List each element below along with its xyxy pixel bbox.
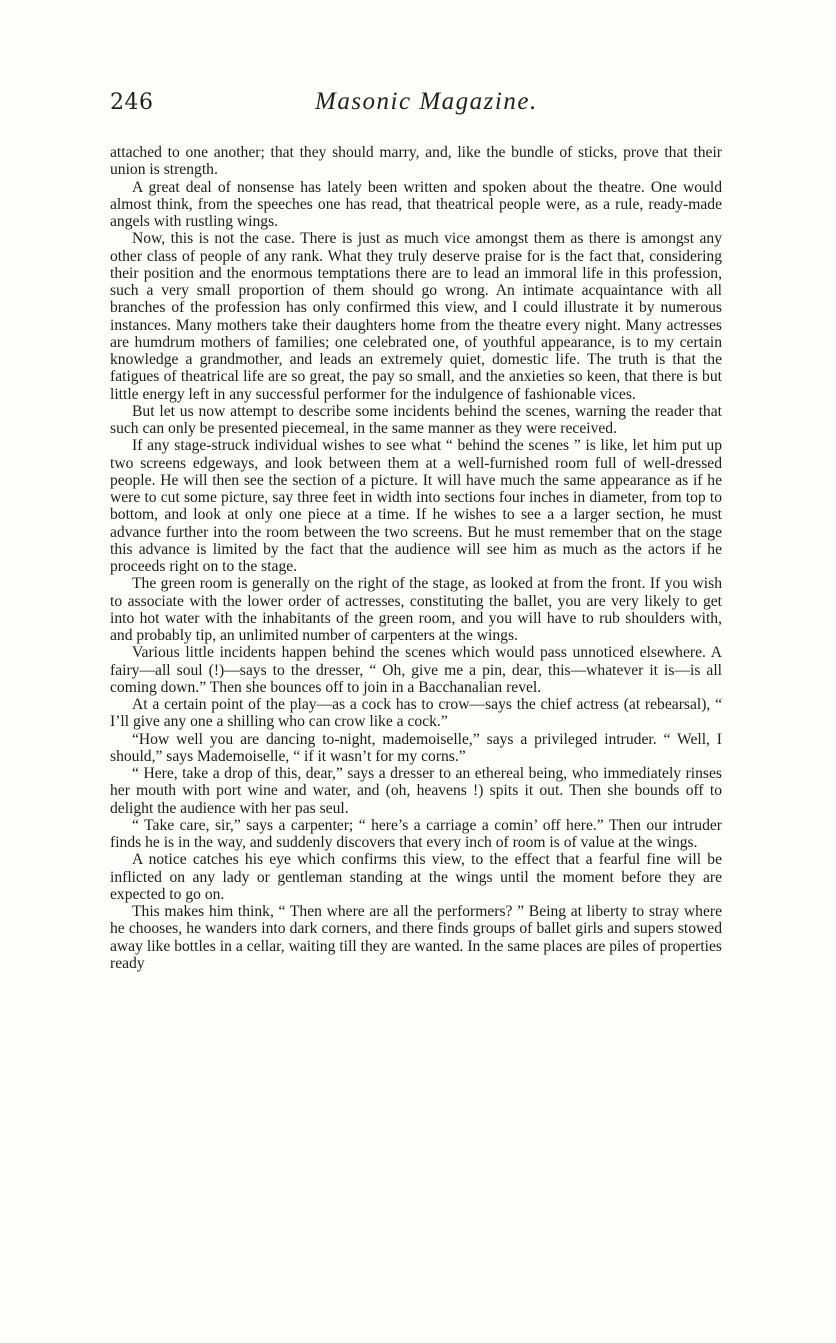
paragraph: A great deal of nonsense has lately been written and spoken about the theatre. One would almost think, from the speeches one has read, that theatrical people were, as a rule, ready-made angels with rustling wings. bbox=[110, 178, 722, 230]
paragraph-continuation: attached to one another; that they should marry, and, like the bundle of sticks, prove that their union is strength. bbox=[110, 144, 722, 179]
paragraph: Now, this is not the case. There is just as much vice amongst them as there is amongst any other class of people of any rank. What they truly deserve praise for is the fact that, considering their position and the enormous temptations there are to lead an immoral life in this profession, such a very small proportion of them should go wrong. An intimate acquaintance with all branches of the profession has only confirmed this view, and I could illustrate it by numerous instances. Many mothers take their daughters home from the theatre every night. Many actresses are humdrum mothers of families; one celebrated one, of youthful appearance, is to my certain knowledge a grandmother, and leads an extremely quiet, domestic life. The truth is that the fatigues of theatrical life are so great, the pay so small, and the anxieties so keen, that there is but little energy left in any successful performer for the indulgence of fashionable vices. bbox=[110, 230, 722, 403]
page-number: 246 bbox=[110, 90, 154, 115]
paragraph: “How well you are dancing to-night, mademoiselle,” says a privileged intruder. “ Well, I should,” says Mademoiselle, “ if it wasn’t for my corns.” bbox=[110, 730, 722, 765]
paragraph: “ Here, take a drop of this, dear,” says a dresser to an ethereal being, who immediately rinses her mouth with port wine and water, and (oh, heavens !) spits it out. Then she bounds off to delight the audience with her pas seul. bbox=[110, 765, 722, 817]
paragraph: This makes him think, “ Then where are all the performers? ” Being at liberty to stray where he chooses, he wanders into dark corners, and there finds groups of ballet girls and supers stowed away like bottles in a cellar, waiting till they are wanted. In the same places are piles of properties ready bbox=[110, 903, 722, 972]
paragraph: At a certain point of the play—as a cock has to crow—says the chief actress (at rebearsal), “ I’ll give any one a shilling who can crow like a cock.” bbox=[110, 696, 722, 731]
page-header bbox=[110, 88, 730, 124]
paragraph: “ Take care, sir,” says a carpenter; “ here’s a carriage a comin’ off here.” Then our intruder finds he is in the way, and suddenly discovers that every inch of room is of value at the wings. bbox=[110, 816, 722, 851]
paragraph: The green room is generally on the right of the stage, as looked at from the front. If you wish to associate with the lower order of actresses, constituting the ballet, you are very likely to get into hot water with the inhabitants of the green room, and you will have to rub shoulders with, and probably tip, an unlimited number of carpenters at the wings. bbox=[110, 575, 722, 644]
paragraph: A notice catches his eye which confirms this view, to the effect that a fearful fine will be inflicted on any lady or gentleman standing at the wings until the moment before they are expected to go on. bbox=[110, 851, 722, 903]
paragraph: But let us now attempt to describe some incidents behind the scenes, warning the reader that such can only be presented piecemeal, in the same manner as they were received. bbox=[110, 402, 722, 437]
paragraph: Various little incidents happen behind the scenes which would pass unnoticed elsewhere. A fairy—all soul (!)—says to the dresser, “ Oh, give me a pin, dear, this—whatever it is—is all coming down.” Then she bounces off to join in a Bacchanalian revel. bbox=[110, 644, 722, 696]
article-body bbox=[110, 144, 722, 972]
paragraph: If any stage-struck individual wishes to see what “ behind the scenes ” is like, let him put up two screens edgeways, and look between them at a well-furnished room full of well-dressed people. He will then see the section of a picture. It will have much the same appearance as if he were to cut some picture, say three feet in width into sections four inches in diameter, from top to bottom, and look at only one piece at a time. If he wishes to see a a larger section, he must advance further into the room between the two screens. But he must remember that on the stage this advance is limited by the fact that the audience will see him as much as the actors if he proceeds right on to the stage. bbox=[110, 437, 722, 575]
running-title: Masonic Magazine. bbox=[315, 88, 538, 115]
